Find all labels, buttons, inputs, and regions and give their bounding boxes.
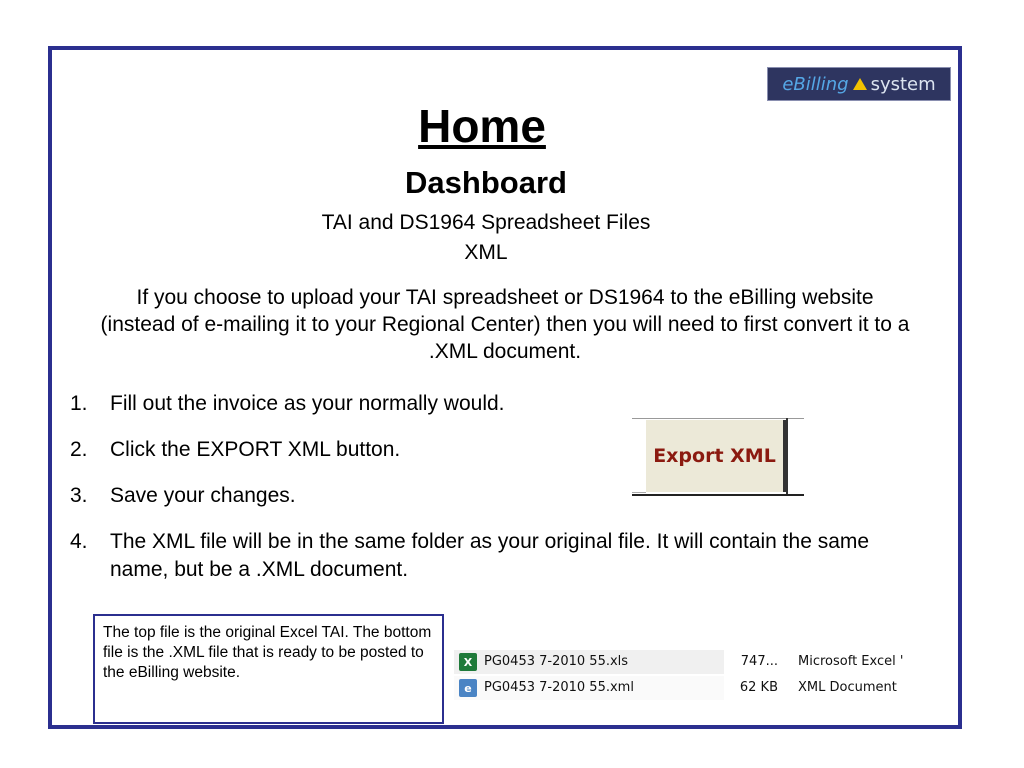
export-xml-screenshot: [632, 418, 804, 498]
excel-file-icon: X: [459, 653, 477, 671]
note-box: The top file is the original Excel TAI. The bottom file is the .XML file that is ready to be posted to the eBilling website.: [93, 614, 444, 724]
heading-line-1: TAI and DS1964 Spreadsheet Files: [321, 211, 651, 234]
intro-paragraph: If you choose to upload your TAI spreadsheet or DS1964 to the eBilling website (instead of e-mailing it to your Regional Center) then you will need to first convert it to a .XML document.: [100, 286, 910, 363]
export-xml-button[interactable]: Export XML: [646, 420, 786, 492]
page-title: Home: [418, 100, 546, 152]
logo-text-system: system: [870, 73, 936, 95]
file-listing: [454, 648, 920, 704]
ebilling-logo: [767, 67, 951, 101]
logo-triangle-icon: [853, 78, 867, 90]
file-row[interactable]: X PG0453 7-2010 55.xls 747... Microsoft Excel ': [454, 650, 920, 674]
heading-line-2: XML: [464, 241, 508, 264]
file-row[interactable]: e PG0453 7-2010 55.xml 62 KB XML Document: [454, 676, 920, 700]
page-subtitle: Dashboard: [405, 165, 567, 200]
logo-text-ebilling: eBilling: [782, 73, 849, 95]
xml-file-icon: e: [459, 679, 477, 697]
